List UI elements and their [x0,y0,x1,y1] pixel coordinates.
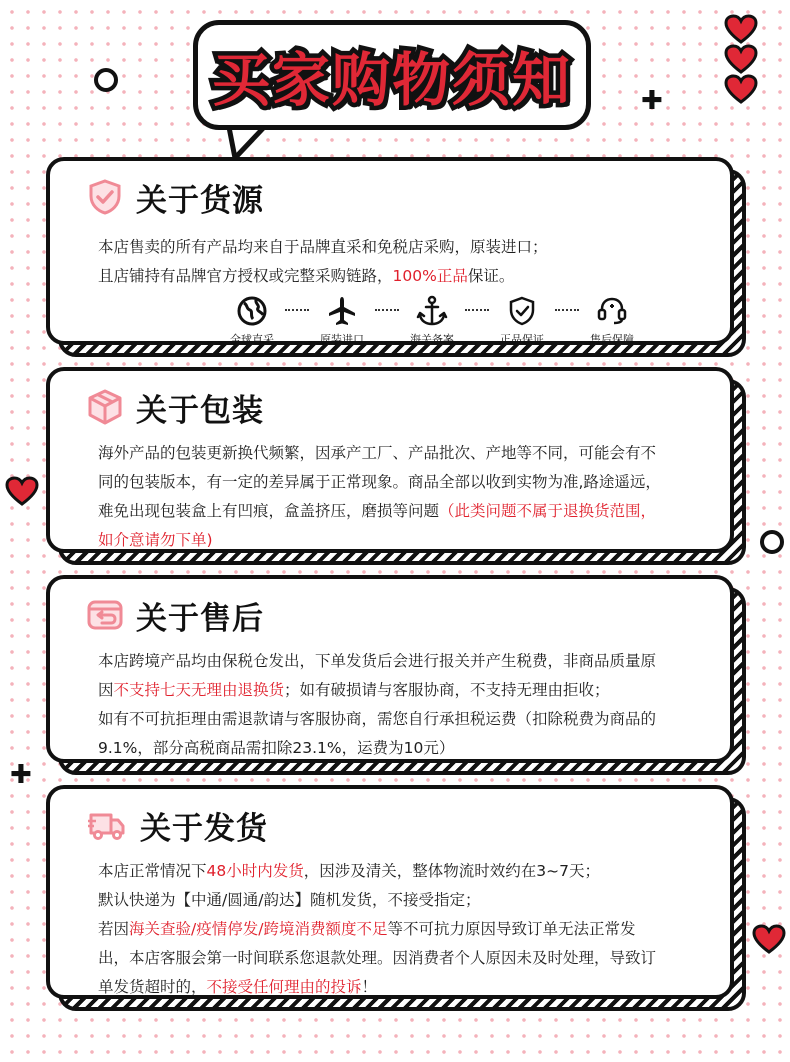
section-heading: 关于包装 [136,392,264,429]
flow-item-import: 原装进口 [313,295,371,347]
section-heading: 关于售后 [136,600,264,637]
section-heading: 关于发货 [140,810,268,847]
text-line: 如介意请勿下单) [98,531,213,549]
shield-check-icon [86,178,124,216]
text-line: 同的包装版本，有一定的差异属于正常现象。商品全部以收到实物为准,路途遥远， [98,473,661,491]
page-title: 买家购物须知 [211,46,572,114]
heart-icon [752,924,786,954]
flow-item-customs: 海关备案 [403,295,461,347]
section-source [46,157,734,345]
decor-plus: ✚ [641,86,663,116]
return-icon [86,596,124,634]
truck-icon [86,806,128,844]
flow-item-aftersale: 售后保障 [583,295,641,347]
headset-icon [596,295,628,327]
section-shipping [46,785,734,999]
section-body [98,857,700,1002]
text-line: 且店铺持有品牌官方授权或完整采购链路，100%正品保证。 [98,267,515,285]
section-body [98,439,700,555]
heart-icon [724,44,758,74]
box-icon [86,388,124,426]
decor-ring [94,68,118,92]
airplane-icon [326,295,358,327]
text-line: 本店跨境产品均由保税仓发出，下单发货后会进行报关并产生税费，非商品质量原 [98,652,657,670]
text-line: 难免出现包装盒上有凹痕，盒盖挤压，磨损等问题（此类问题不属于退换货范围， [98,502,657,520]
text-line: 若因海关查验/疫情停发/跨境消费额度不足等不可抗力原因导致订单无法正常发 [98,920,636,938]
heart-icon [5,476,39,506]
text-line: 因不支持七天无理由退换货；如有破损请与客服协商，不支持无理由拒收； [98,681,610,699]
text-line: 单发货超时的，不接受任何理由的投诉！ [98,978,378,996]
flow-item-genuine: 正品保证 [493,295,551,347]
heart-icon [724,74,758,104]
text-line: 海外产品的包装更新换代频繁，因承产工厂、产品批次、产地等不同，可能会有不 [98,444,657,462]
sourcing-flow [223,295,700,347]
text-line: 9.1%，部分高税商品需扣除23.1%，运费为10元） [98,739,455,757]
text-line: 出，本店客服会第一时间联系您退款处理。因消费者个人原因未及时处理，导致订 [98,949,657,967]
text-line: 默认快递为【中通/圆通/韵达】随机发货，不接受指定； [98,891,481,909]
text-line: 如有不可抗拒理由需退款请与客服协商，需您自行承担税运费（扣除税费为商品的 [98,710,657,728]
decor-ring [760,530,784,554]
section-body [98,233,700,291]
section-body [98,647,700,763]
heart-icon [724,14,758,44]
anchor-icon [416,295,448,327]
shield-check-icon [506,295,538,327]
text-line: 本店售卖的所有产品均来自于品牌直采和免税店采购，原装进口； [98,238,548,256]
section-heading: 关于货源 [136,182,264,219]
flow-item-global: 全球直采 [223,295,281,347]
text-line: 本店正常情况下48小时内发货，因涉及清关，整体物流时效约在3~7天； [98,862,600,880]
globe-icon [236,295,268,327]
section-aftersale [46,575,734,763]
section-packaging [46,367,734,553]
title-bubble [193,20,591,130]
decor-plus: ✚ [10,760,32,790]
